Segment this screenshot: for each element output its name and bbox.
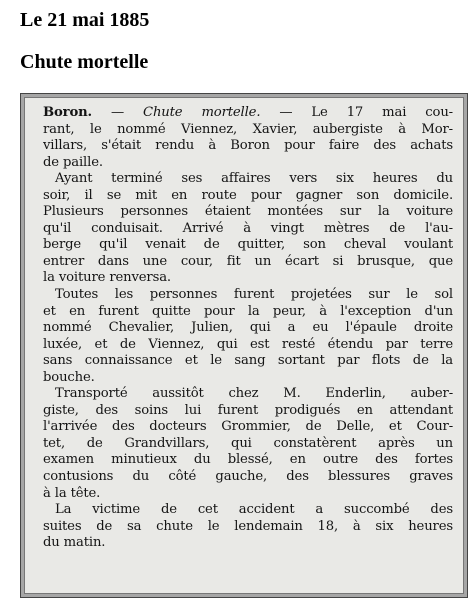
text-line: giste, des soins lui furent prodigués en attendant — [43, 402, 453, 418]
text-line: qu'il conduisait. Arrivé à vingt mètres de l'au- — [43, 220, 453, 236]
text-line — [43, 105, 453, 122]
text-line: tet, de Grandvillars, qui constatèrent après un — [43, 435, 453, 451]
paragraph-5 — [43, 502, 453, 552]
text-line: contusions du côté gauche, des blessures graves — [43, 469, 453, 485]
text-line: entrer dans une cour, fit un écart si brusque, que — [43, 253, 453, 269]
text-line: du matin. — [43, 535, 106, 551]
dash: — — [91, 105, 144, 120]
article-title: Chute mortelle — [20, 51, 149, 73]
text-line: Toutes les personnes furent projetées sur le sol — [55, 287, 453, 303]
text-line: bouche. — [43, 369, 95, 385]
text-line: Transporté aussitôt chez M. Enderlin, auber- — [55, 386, 453, 402]
text-line: soir, il se mit en route pour gagner son domicile. — [43, 187, 453, 203]
text-line: et en furent quitte pour la peur, à l'exception d'un — [43, 303, 453, 319]
newspaper-clipping — [20, 93, 468, 598]
paragraph-2 — [43, 171, 453, 287]
text-line: la voiture renversa. — [43, 270, 171, 286]
article-headline: Chute mortelle. — [143, 105, 261, 120]
text-line: Plusieurs personnes étaient montées sur la voiture — [43, 204, 453, 220]
clipping-paper — [24, 97, 464, 594]
text-line: luxée, et de Viennez, qui est resté étendu par terre — [43, 336, 453, 352]
text-line: rant, le nommé Viennez, Xavier, aubergiste à Mor- — [43, 121, 453, 137]
text-line: à la tête. — [43, 485, 101, 501]
text-line: suites de sa chute le lendemain 18, à six heures — [43, 518, 453, 534]
article-date: Le 21 mai 1885 — [20, 9, 150, 31]
text-line: villars, s'était rendu à Boron pour faire des achats — [43, 138, 453, 154]
text-line: berge qu'il venait de quitter, son cheval voulant — [43, 237, 453, 253]
text-line: l'arrivée des docteurs Grommier, de Delle, et Cour- — [43, 419, 453, 435]
text-line: nommé Chevalier, Julien, qui a eu l'épaule droite — [43, 320, 453, 336]
place-name: Boron. — [43, 105, 92, 120]
text-line: sans connaissance et le sang sortant par flots de la — [43, 353, 453, 369]
paragraph-4 — [43, 386, 453, 502]
paragraph-3 — [43, 287, 453, 386]
text-line: examen minutieux du blessé, en outre des fortes — [43, 452, 453, 468]
text-line: Ayant terminé ses affaires vers six heures du — [55, 171, 453, 187]
text-line: La victime de cet accident a succombé des — [55, 502, 453, 518]
text-line: de paille. — [43, 154, 103, 170]
lead-text: — Le 17 mai cou- — [260, 105, 453, 120]
paragraph-1 — [43, 105, 453, 171]
